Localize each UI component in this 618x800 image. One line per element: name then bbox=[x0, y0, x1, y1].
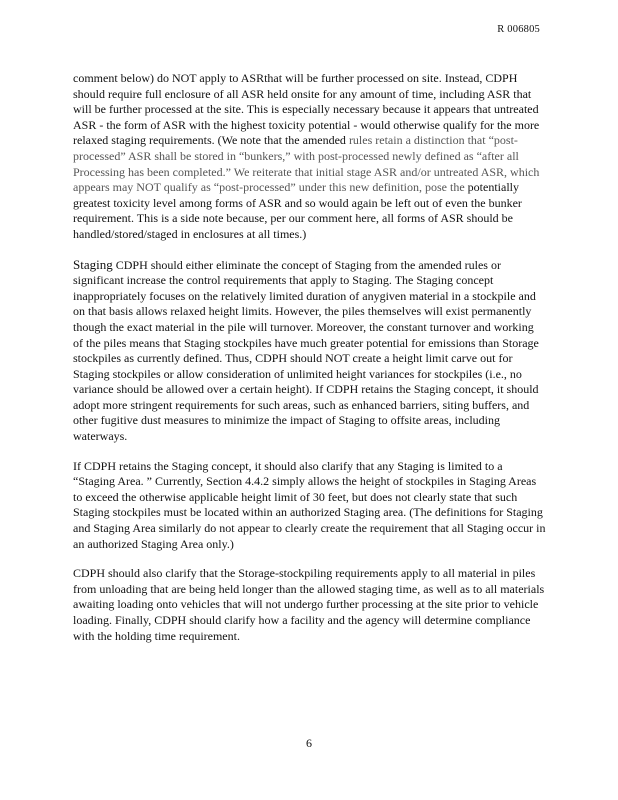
paragraph-text: CDPH should either eliminate the concept of Staging from the amended rules or significant increase the control requirements that apply to Staging. The Staging concept inappropriately focuses on the relatively limited duration of anygiven material in a stockpile and on that basis allows relaxed height limits. However, the piles themselves will exist permanently though the exact material in the pile will turnover. Moreover, the constant turnover and working of the piles means that Staging stockpiles have much greater potential for emissions than Storage stockpiles as currently defined. Thus, CDPH should NOT create a height limit carve out for Staging stockpiles or allow consideration of unlimited height variances for stockpiles (i.e., no variance should be allowed over a certain height). If CDPH retains the Staging concept, it should adopt more stringent requirements for such areas, such as enhanced barriers, siting buffers, and other fugitive dust measures to minimize the impact of Staging to offsite areas, including waterways. bbox=[73, 257, 539, 444]
paragraph-asr-enclosure bbox=[73, 71, 546, 243]
bates-number: R 006805 bbox=[497, 24, 540, 35]
paragraph-text: CDPH should also clarify that the Storage-stockpiling requirements apply to all material in piles from unloading that are being held longer than the allowed staging time, as well as to all materials awaiting loading onto vehicles that will not undergo further processing at the site prior to vehicle loading. Finally, CDPH should clarify how a facility and the agency will determine compliance with the holding time requirement. bbox=[73, 566, 545, 643]
paragraph-text: comment below) do NOT apply to ASRthat will be further processed on site. Instead, CDPH should require full enclosure of all ASR held onsite for any amount of time, including ASR that will be further processed at the site. This is especially necessary because it appears that untreated ASR - the form of ASR with the highest toxicity potential - would otherwise qualify for the more relaxed staging requirements. (We note that the amended bbox=[73, 71, 540, 148]
paragraph-text: If CDPH retains the Staging concept, it should also clarify that any Staging is limited to a “Staging Area. ” Currently, Section 4.4.2 simply allows the height of stockpiles in Staging Areas to exceed the otherwise applicable height limit of 30 feet, but does not clearly state that such Staging stockpiles must be located within an authorized Staging area. (The definitions for Staging and Staging Area similarly do not appear to clearly create the requirement that all Staging occur in an authorized Staging Area only.) bbox=[73, 458, 546, 551]
section-heading-staging: Staging bbox=[73, 256, 113, 272]
paragraph-staging bbox=[73, 257, 546, 445]
paragraph-storage-stockpiling bbox=[73, 566, 546, 644]
paragraph-text: potentially greatest toxicity level among forms of ASR and so would again be left out of even the bunker requirement. This is a side note because, per our comment here, all forms of ASR should be handled/stored/staged in enclosures at all times.) bbox=[73, 180, 522, 241]
page-number: 6 bbox=[306, 736, 312, 750]
document-body bbox=[73, 71, 546, 658]
paragraph-faded-text: rules retain a distinction that “post-processed” ASR shall be stored in “bunkers,” with post-processed newly defined as “after all Processing has been completed.” We reiterate that initial stage ASR and/or untreated ASR, which appears may NOT qualify as “post-processed” under this new definition, pose the bbox=[73, 133, 540, 195]
paragraph-staging-area bbox=[73, 459, 546, 553]
